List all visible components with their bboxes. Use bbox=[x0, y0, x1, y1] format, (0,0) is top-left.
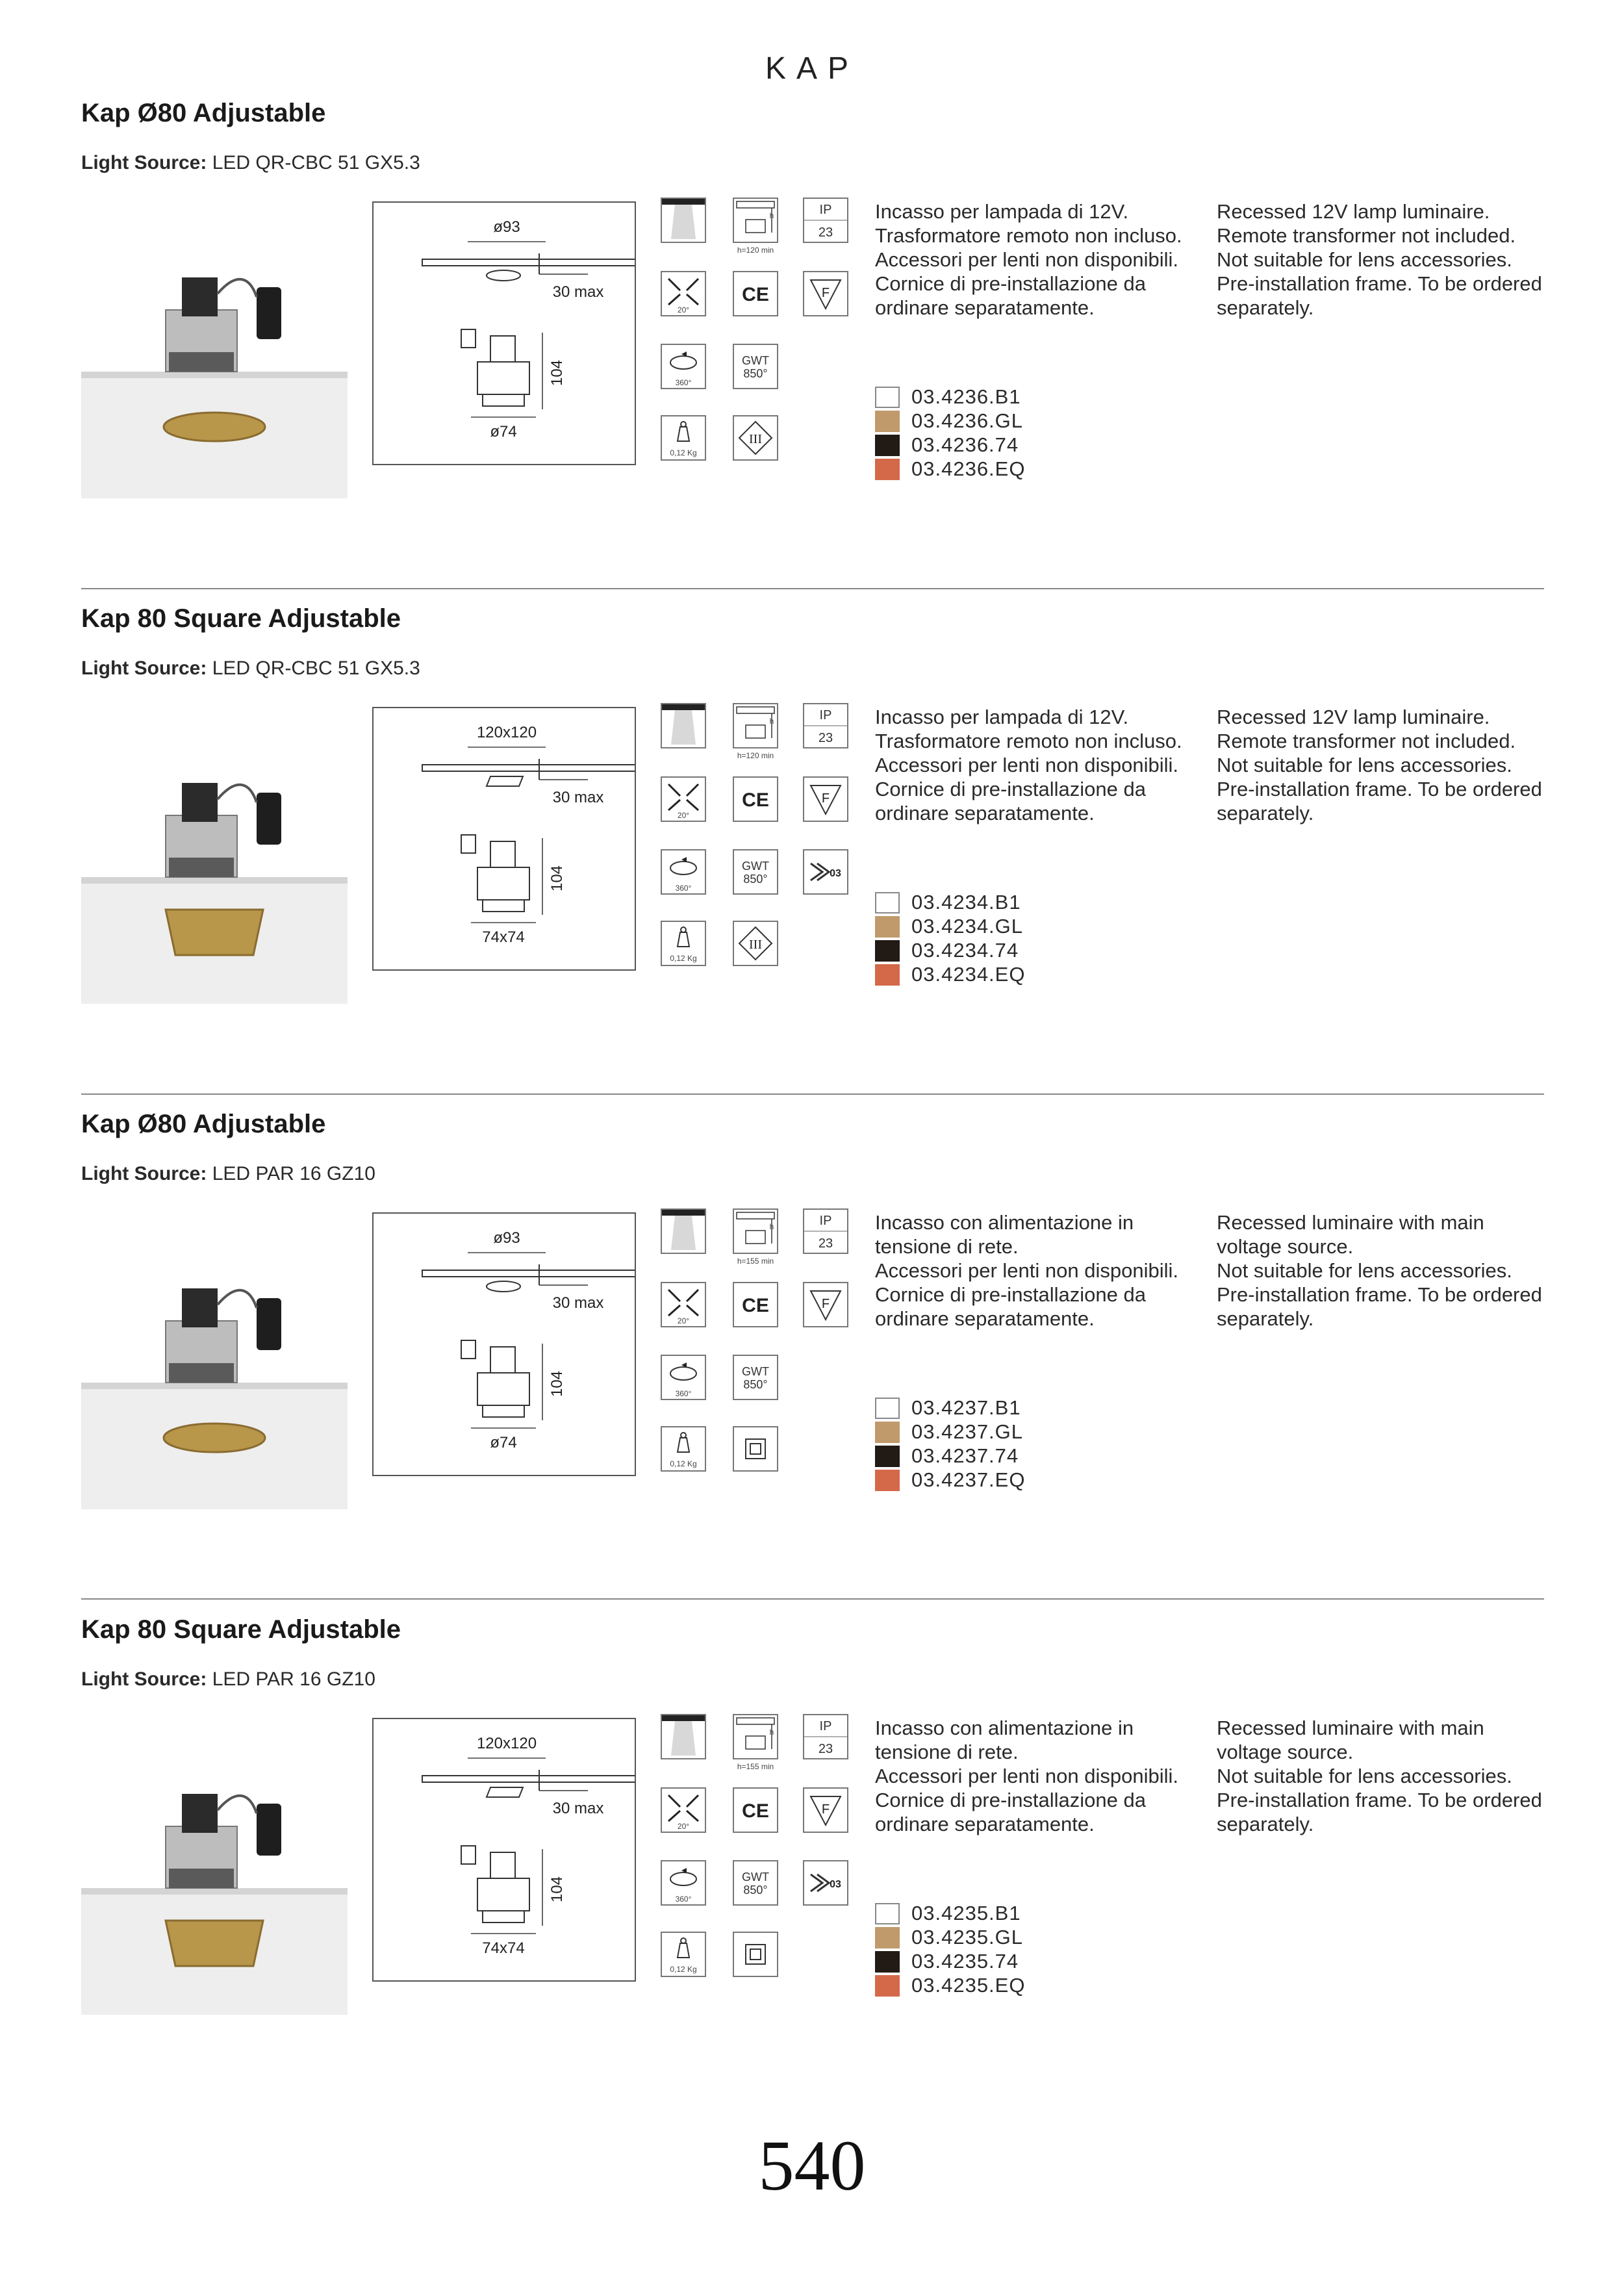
light-source-label: Light Source: bbox=[81, 1668, 207, 1690]
light-source-value: LED PAR 16 GZ10 bbox=[212, 1163, 375, 1184]
fixture-ring bbox=[169, 1363, 234, 1383]
rotation-ellipse bbox=[670, 1367, 696, 1380]
weight-shape bbox=[678, 427, 689, 441]
dimension-bottom: ø74 bbox=[490, 1434, 517, 1451]
gwt-label: GWT bbox=[742, 1365, 769, 1378]
f-mark-icon bbox=[803, 1282, 848, 1327]
beam-arrow bbox=[668, 1795, 680, 1807]
beam-arrow bbox=[687, 784, 698, 796]
dimension-top: ø93 bbox=[493, 1229, 520, 1247]
light-source-value: LED PAR 16 GZ10 bbox=[212, 1668, 375, 1690]
recess-depth-icon bbox=[733, 1714, 778, 1759]
accessory-number: 03 bbox=[830, 1879, 841, 1890]
light-source-label: Light Source: bbox=[81, 1163, 207, 1184]
light-source bbox=[81, 1668, 375, 1691]
housing-outline bbox=[477, 362, 529, 394]
class-outer-square bbox=[746, 1439, 765, 1459]
ceiling-section bbox=[422, 259, 635, 266]
beam-angle-icon bbox=[661, 271, 706, 316]
finish-swatch bbox=[875, 1398, 900, 1419]
beam-type-icon bbox=[661, 1208, 706, 1254]
ce-mark-icon bbox=[733, 271, 778, 316]
lamp-outline bbox=[490, 1852, 515, 1878]
finish-swatch bbox=[875, 916, 900, 938]
recess-depth-icon bbox=[733, 198, 778, 243]
recess-fixture bbox=[746, 1736, 765, 1749]
spring-clip bbox=[257, 287, 281, 339]
finish-code: 03.4237.74 bbox=[911, 1444, 1019, 1467]
gwt-icon bbox=[733, 1355, 778, 1400]
f-mark-letter: F bbox=[821, 1802, 830, 1817]
ce-mark-icon bbox=[733, 1787, 778, 1833]
clip-symbol bbox=[461, 835, 476, 853]
clip-symbol bbox=[461, 1846, 476, 1864]
finish-code: 03.4237.EQ bbox=[911, 1468, 1026, 1491]
beam-arrow bbox=[668, 1305, 680, 1316]
recess-fixture bbox=[746, 220, 765, 233]
finish-swatch bbox=[875, 892, 900, 913]
beam-angle-caption: 20° bbox=[677, 811, 690, 820]
description-italian: Incasso per lampada di 12V. Trasformatore remoto non incluso. Accessori per lenti non disponibili. Cornice di pre-installazione da ordinare separatamente. bbox=[875, 706, 1182, 824]
beam-type-icon bbox=[661, 198, 706, 243]
ceiling-edge bbox=[81, 1888, 348, 1895]
beam-arrow bbox=[687, 1305, 698, 1316]
technical-drawing bbox=[372, 1212, 636, 1476]
weight-shape bbox=[678, 1943, 689, 1958]
beam-type-icon bbox=[661, 1714, 706, 1759]
recess-height-letter: h bbox=[769, 211, 774, 220]
trim-outline bbox=[483, 1911, 524, 1923]
recess-ceiling bbox=[737, 1718, 774, 1724]
beam-angle-caption: 20° bbox=[677, 1822, 690, 1831]
weight-ring bbox=[681, 927, 686, 932]
product-section bbox=[0, 1615, 1624, 2122]
product-section bbox=[0, 1110, 1624, 1616]
finish-code: 03.4237.B1 bbox=[911, 1396, 1021, 1419]
lamp-outline bbox=[490, 841, 515, 867]
accessory-icon bbox=[803, 1860, 848, 1906]
gwt-value: 850° bbox=[743, 1378, 768, 1391]
finish-swatch bbox=[875, 1422, 900, 1443]
recess-depth-icon bbox=[733, 703, 778, 748]
dimension-top: ø93 bbox=[493, 218, 520, 236]
product-title: Kap 80 Square Adjustable bbox=[81, 1615, 401, 1644]
recess-ceiling bbox=[737, 201, 774, 208]
gwt-value: 850° bbox=[743, 873, 768, 886]
weight-caption: 0,12 Kg bbox=[670, 1459, 697, 1468]
rotation-caption: 360° bbox=[675, 1389, 692, 1398]
weight-icon bbox=[661, 1426, 706, 1472]
recess-depth-caption: h=120 min bbox=[737, 246, 774, 255]
beam-arrow bbox=[687, 1811, 698, 1821]
dimension-depth: 30 max bbox=[552, 789, 604, 806]
square-aperture bbox=[166, 1921, 263, 1966]
product-photo bbox=[81, 737, 348, 1004]
weight-caption: 0,12 Kg bbox=[670, 954, 697, 963]
clip-symbol bbox=[461, 1340, 476, 1359]
rotation-ellipse bbox=[670, 356, 696, 369]
beam-arrow bbox=[687, 1795, 698, 1807]
beam-angle-icon bbox=[661, 776, 706, 822]
finish-swatch bbox=[875, 1446, 900, 1467]
light-source-value: LED QR-CBC 51 GX5.3 bbox=[212, 658, 420, 679]
beam-arrow bbox=[687, 800, 698, 810]
ip-label: IP bbox=[819, 1214, 832, 1228]
recess-depth-caption: h=120 min bbox=[737, 751, 774, 760]
light-source-label: Light Source: bbox=[81, 658, 207, 679]
finish-swatch bbox=[875, 940, 900, 962]
rotation-ellipse bbox=[670, 1872, 696, 1885]
recess-fixture bbox=[746, 725, 765, 738]
recess-ceiling bbox=[737, 1212, 774, 1219]
rotation-caption: 360° bbox=[675, 1895, 692, 1904]
beam-angle-icon bbox=[661, 1282, 706, 1327]
fixture-ring bbox=[169, 352, 234, 372]
description-english: Recessed luminaire with main voltage source. Not suitable for lens accessories. Pre-installation frame. To be ordered separately. bbox=[1217, 1717, 1542, 1835]
finish-swatch bbox=[875, 1975, 900, 1997]
f-mark-letter: F bbox=[821, 286, 830, 300]
beam-top-bar bbox=[662, 199, 705, 205]
f-mark-icon bbox=[803, 271, 848, 316]
class-inner-square bbox=[750, 1444, 761, 1454]
weight-caption: 0,12 Kg bbox=[670, 448, 697, 457]
finish-swatch bbox=[875, 459, 900, 480]
beam-top-bar bbox=[662, 704, 705, 710]
beam-cone bbox=[671, 710, 696, 745]
class-iii-icon bbox=[733, 921, 778, 966]
housing-outline bbox=[477, 867, 529, 900]
finish-swatch bbox=[875, 1470, 900, 1491]
product-title: Kap Ø80 Adjustable bbox=[81, 1110, 326, 1138]
product-photo bbox=[81, 1748, 348, 2015]
beam-arrow bbox=[668, 279, 680, 290]
cutout-symbol bbox=[487, 270, 520, 281]
dimension-height: 104 bbox=[548, 1876, 566, 1903]
finish-swatch bbox=[875, 1951, 900, 1973]
beam-cone bbox=[671, 205, 696, 239]
trim-outline bbox=[483, 1405, 524, 1417]
finish-code: 03.4236.EQ bbox=[911, 457, 1026, 480]
f-mark-icon bbox=[803, 776, 848, 822]
beam-arrow bbox=[687, 294, 698, 305]
beam-arrow bbox=[668, 1811, 680, 1821]
beam-cone bbox=[671, 1721, 696, 1756]
dimension-top: 120x120 bbox=[476, 1735, 537, 1752]
class-iii-text: III bbox=[749, 938, 762, 952]
lamp-body bbox=[182, 277, 218, 316]
fixture-ring bbox=[169, 858, 234, 877]
recess-height-letter: h bbox=[769, 717, 774, 726]
cutout-symbol bbox=[487, 1281, 520, 1292]
finish-code: 03.4235.74 bbox=[911, 1950, 1019, 1973]
weight-caption: 0,12 Kg bbox=[670, 1965, 697, 1974]
ceiling-section bbox=[422, 765, 635, 771]
gwt-icon bbox=[733, 849, 778, 895]
accessory-icon bbox=[803, 849, 848, 895]
rotation-icon bbox=[661, 1860, 706, 1906]
beam-arrow bbox=[687, 279, 698, 290]
housing-outline bbox=[477, 1878, 529, 1911]
finish-swatch bbox=[875, 435, 900, 456]
description-english: Recessed luminaire with main voltage source. Not suitable for lens accessories. Pre-installation frame. To be ordered separately. bbox=[1217, 1211, 1542, 1330]
ceiling-edge bbox=[81, 372, 348, 378]
product-section bbox=[0, 604, 1624, 1111]
description-italian: Incasso con alimentazione in tensione di rete. Accessori per lenti non disponibili. Cornice di pre-installazione da ordinare separatamente. bbox=[875, 1717, 1178, 1835]
finish-code: 03.4236.GL bbox=[911, 409, 1024, 432]
square-aperture bbox=[166, 910, 263, 955]
finish-code: 03.4234.B1 bbox=[911, 891, 1021, 913]
finish-code: 03.4236.B1 bbox=[911, 385, 1021, 408]
ce-mark-text: CE bbox=[742, 1295, 769, 1316]
beam-arrow bbox=[668, 800, 680, 810]
cutout-symbol bbox=[487, 1787, 523, 1797]
finish-swatch bbox=[875, 387, 900, 408]
ip-value: 23 bbox=[818, 1742, 833, 1756]
trim-outline bbox=[483, 900, 524, 912]
f-mark-letter: F bbox=[821, 1297, 830, 1311]
rotation-caption: 360° bbox=[675, 378, 692, 387]
ce-mark-text: CE bbox=[742, 789, 769, 811]
weight-shape bbox=[678, 1438, 689, 1452]
cable bbox=[218, 1290, 257, 1308]
weight-ring bbox=[681, 1938, 686, 1943]
class-iii-text: III bbox=[749, 432, 762, 446]
rotation-icon bbox=[661, 344, 706, 389]
beam-arrow bbox=[668, 294, 680, 305]
f-mark-icon bbox=[803, 1787, 848, 1833]
dimension-height: 104 bbox=[548, 1370, 566, 1398]
class-iii-icon bbox=[733, 415, 778, 461]
finish-code: 03.4235.B1 bbox=[911, 1902, 1021, 1924]
technical-drawing bbox=[372, 707, 636, 971]
gwt-icon bbox=[733, 1860, 778, 1906]
ce-mark-text: CE bbox=[742, 284, 769, 305]
finish-code: 03.4235.GL bbox=[911, 1926, 1024, 1948]
page-number: 540 bbox=[758, 2126, 866, 2205]
technical-drawing bbox=[372, 201, 636, 465]
lamp-body bbox=[182, 1794, 218, 1833]
weight-shape bbox=[678, 932, 689, 947]
housing-outline bbox=[477, 1373, 529, 1405]
gwt-value: 850° bbox=[743, 367, 768, 380]
recess-fixture bbox=[746, 1231, 765, 1244]
section-divider bbox=[81, 1598, 1544, 1600]
product-photo bbox=[81, 232, 348, 498]
ce-mark-text: CE bbox=[742, 1800, 769, 1822]
spring-clip bbox=[257, 1298, 281, 1350]
dimension-depth: 30 max bbox=[552, 1800, 604, 1817]
recess-height-letter: h bbox=[769, 1222, 774, 1231]
finish-swatch bbox=[875, 1903, 900, 1924]
finish-code: 03.4234.GL bbox=[911, 915, 1024, 938]
finish-code: 03.4236.74 bbox=[911, 433, 1019, 456]
product-photo bbox=[81, 1243, 348, 1509]
beam-type-icon bbox=[661, 703, 706, 748]
rotation-caption: 360° bbox=[675, 884, 692, 893]
light-source-label: Light Source: bbox=[81, 152, 207, 173]
lamp-body bbox=[182, 1288, 218, 1327]
dimension-height: 104 bbox=[548, 359, 566, 387]
finish-swatch bbox=[875, 1927, 900, 1948]
class-outer-square bbox=[746, 1945, 765, 1964]
dimension-bottom: ø74 bbox=[490, 423, 517, 441]
finish-code: 03.4234.74 bbox=[911, 939, 1019, 962]
beam-top-bar bbox=[662, 1715, 705, 1721]
lamp-outline bbox=[490, 1347, 515, 1373]
light-source bbox=[81, 152, 420, 174]
ip-value: 23 bbox=[818, 731, 833, 745]
finish-swatch bbox=[875, 411, 900, 432]
ce-mark-icon bbox=[733, 1282, 778, 1327]
description-italian: Incasso per lampada di 12V. Trasformatore remoto non incluso. Accessori per lenti non disponibili. Cornice di pre-installazione da ordinare separatamente. bbox=[875, 200, 1182, 319]
ip-label: IP bbox=[819, 708, 832, 722]
lamp-outline bbox=[490, 336, 515, 362]
dimension-bottom: 74x74 bbox=[482, 928, 525, 946]
dimension-bottom: 74x74 bbox=[482, 1939, 525, 1957]
dimension-top: 120x120 bbox=[476, 724, 537, 741]
description-english: Recessed 12V lamp luminaire. Remote transformer not included. Not suitable for lens accessories. Pre-installation frame. To be ordered separately. bbox=[1217, 706, 1542, 824]
product-section bbox=[0, 99, 1624, 606]
section-divider bbox=[81, 588, 1544, 589]
rotation-icon bbox=[661, 849, 706, 895]
weight-ring bbox=[681, 422, 686, 427]
description-english: Recessed 12V lamp luminaire. Remote transformer not included. Not suitable for lens accessories. Pre-installation frame. To be ordered separately. bbox=[1217, 200, 1542, 319]
ceiling-section bbox=[422, 1776, 635, 1782]
ip-label: IP bbox=[819, 203, 832, 217]
recess-height-letter: h bbox=[769, 1728, 774, 1737]
fixture-ring bbox=[169, 1869, 234, 1888]
ip-value: 23 bbox=[818, 225, 833, 240]
cutout-symbol bbox=[487, 776, 523, 786]
cable bbox=[218, 785, 257, 802]
section-divider bbox=[81, 1093, 1544, 1095]
beam-arrow bbox=[687, 1290, 698, 1301]
recess-depth-icon bbox=[733, 1208, 778, 1254]
light-source bbox=[81, 658, 420, 680]
ceiling-edge bbox=[81, 877, 348, 884]
beam-arrow bbox=[668, 784, 680, 796]
brand-title: KAP bbox=[765, 51, 859, 86]
technical-drawing bbox=[372, 1718, 636, 1982]
accessory-number: 03 bbox=[830, 868, 841, 879]
beam-angle-caption: 20° bbox=[677, 305, 690, 314]
beam-cone bbox=[671, 1216, 696, 1250]
rotation-ellipse bbox=[670, 862, 696, 875]
gwt-icon bbox=[733, 344, 778, 389]
ce-mark-icon bbox=[733, 776, 778, 822]
spring-clip bbox=[257, 1804, 281, 1856]
finish-code: 03.4234.EQ bbox=[911, 963, 1026, 986]
recess-depth-caption: h=155 min bbox=[737, 1257, 774, 1266]
recess-depth-caption: h=155 min bbox=[737, 1762, 774, 1771]
clip-symbol bbox=[461, 329, 476, 348]
class-ii-icon bbox=[733, 1932, 778, 1977]
light-source-value: LED QR-CBC 51 GX5.3 bbox=[212, 152, 420, 173]
trim-outline bbox=[483, 394, 524, 406]
gwt-label: GWT bbox=[742, 354, 769, 367]
weight-icon bbox=[661, 921, 706, 966]
class-inner-square bbox=[750, 1949, 761, 1960]
finish-code: 03.4237.GL bbox=[911, 1420, 1024, 1443]
dimension-depth: 30 max bbox=[552, 283, 604, 301]
ceiling-section bbox=[422, 1270, 635, 1277]
rotation-icon bbox=[661, 1355, 706, 1400]
weight-ring bbox=[681, 1433, 686, 1438]
gwt-label: GWT bbox=[742, 1871, 769, 1884]
spring-clip bbox=[257, 793, 281, 845]
beam-arrow bbox=[668, 1290, 680, 1301]
beam-angle-caption: 20° bbox=[677, 1316, 690, 1325]
beam-angle-icon bbox=[661, 1787, 706, 1833]
weight-icon bbox=[661, 415, 706, 461]
f-mark-letter: F bbox=[821, 791, 830, 806]
class-ii-icon bbox=[733, 1426, 778, 1472]
cable bbox=[218, 279, 257, 297]
ip-label: IP bbox=[819, 1719, 832, 1733]
dimension-height: 104 bbox=[548, 865, 566, 892]
recess-ceiling bbox=[737, 707, 774, 713]
weight-icon bbox=[661, 1932, 706, 1977]
cable bbox=[218, 1796, 257, 1813]
product-title: Kap 80 Square Adjustable bbox=[81, 604, 401, 633]
ceiling-edge bbox=[81, 1383, 348, 1389]
finish-code: 03.4235.EQ bbox=[911, 1974, 1026, 1997]
description-italian: Incasso con alimentazione in tensione di rete. Accessori per lenti non disponibili. Cornice di pre-installazione da ordinare separatamente. bbox=[875, 1211, 1178, 1330]
beam-top-bar bbox=[662, 1210, 705, 1216]
finish-swatch bbox=[875, 964, 900, 986]
gwt-label: GWT bbox=[742, 860, 769, 873]
ip-value: 23 bbox=[818, 1236, 833, 1251]
product-title: Kap Ø80 Adjustable bbox=[81, 99, 326, 127]
light-source bbox=[81, 1163, 375, 1185]
dimension-depth: 30 max bbox=[552, 1294, 604, 1312]
gwt-value: 850° bbox=[743, 1884, 768, 1897]
lamp-body bbox=[182, 783, 218, 822]
